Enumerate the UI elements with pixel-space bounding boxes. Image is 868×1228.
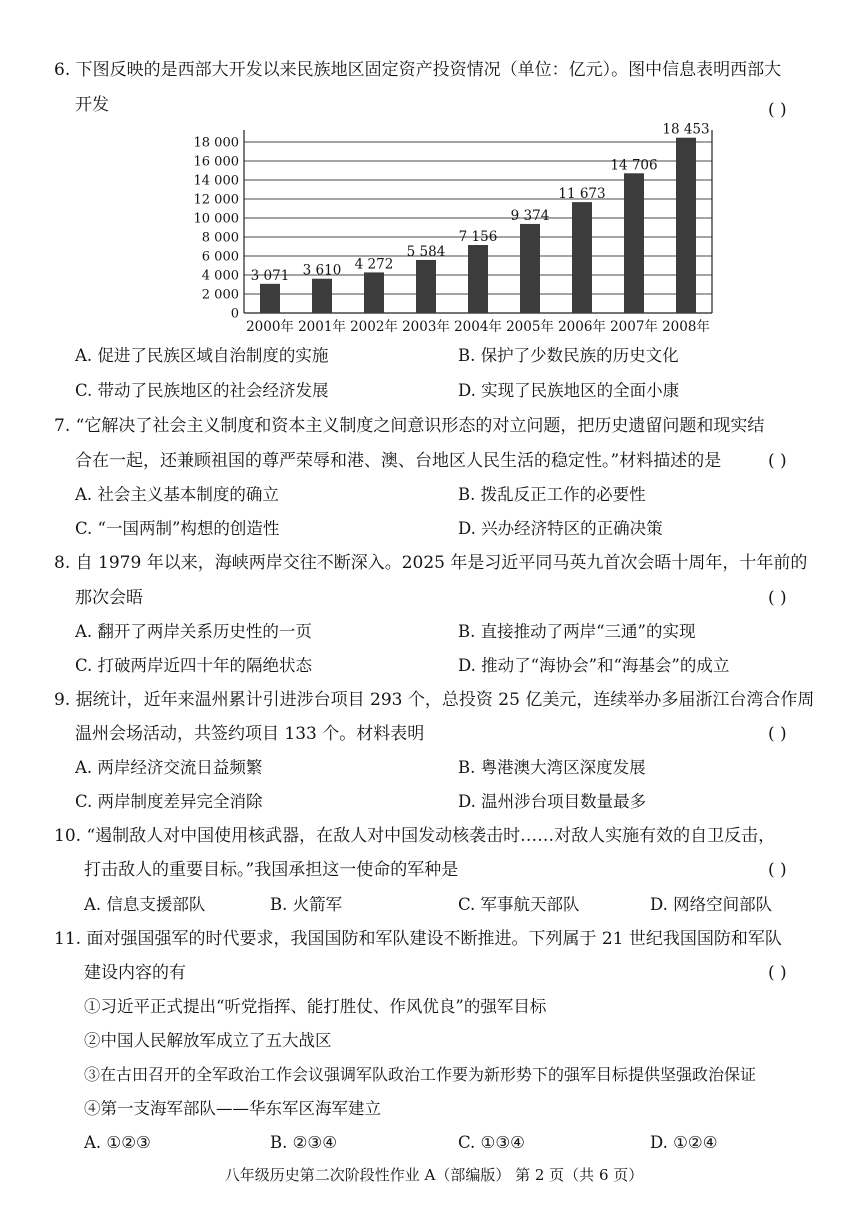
question-7-answer-paren[interactable]: ( ) [768,451,787,471]
question-8-option-b[interactable]: B. 直接推动了两岸“三通”的实现 [458,622,696,641]
question-10-option-a[interactable]: A. 信息支援部队 [84,895,206,914]
x-tick-label: 2002年 [350,319,398,335]
y-tick-label: 14 000 [193,173,239,189]
y-tick-label: 2 000 [201,287,239,303]
question-10-option-d[interactable]: D. 网络空间部队 [650,895,773,914]
value-label: 7 156 [458,229,498,246]
bar-2006年 [572,202,592,313]
y-tick-label: 12 000 [193,192,239,208]
question-9-stem-line-1: 9. 据统计，近年来温州累计引进涉台项目 293 个，总投资 25 亿美元，连续举办多届浙江台湾合作周 [54,690,815,710]
bar-2008年 [676,138,696,313]
question-6-option-d[interactable]: D. 实现了民族地区的全面小康 [458,381,680,400]
x-tick-label: 2006年 [558,319,606,335]
bar-2004年 [468,245,488,313]
chart-x-tick-labels [246,318,710,335]
question-9-answer-paren[interactable]: ( ) [768,724,787,744]
question-7-option-c[interactable]: C. “一国两制”构想的创造性 [75,519,280,538]
question-11-item-3: ③在古田召开的全军政治工作会议强调军队政治工作要为新形势下的强军目标提供坚强政治保证 [84,1065,757,1084]
x-tick-label: 2008年 [662,319,710,335]
page-footer: 八年级历史第二次阶段性作业 A（部编版） 第 2 页（共 6 页） [224,1166,644,1184]
question-11-stem-line-2: 建设内容的有 [84,963,186,983]
question-11-option-b[interactable]: B. ②③④ [270,1133,337,1152]
question-10-stem-line-1: 10. “遏制敌人对中国使用核武器，在敌人对中国发动核袭击时……对敌人实施有效的自卫反击， [54,826,776,846]
value-label: 11 673 [558,186,606,203]
investment-bar-chart [180,120,720,338]
value-label: 3 610 [302,262,342,279]
y-tick-label: 10 000 [193,211,239,227]
question-11-answer-paren[interactable]: ( ) [768,963,787,983]
x-tick-label: 2001年 [298,319,346,335]
question-11-option-c[interactable]: C. ①③④ [458,1133,525,1152]
question-11-item-1: ①习近平正式提出“听党指挥、能打胜仗、作风优良”的强军目标 [84,997,547,1016]
question-9-option-a[interactable]: A. 两岸经济交流日益频繁 [75,758,263,777]
question-8-option-c[interactable]: C. 打破两岸近四十年的隔绝状态 [75,656,313,675]
question-6-stem-line-1: 6. 下图反映的是西部大开发以来民族地区固定资产投资情况（单位：亿元）。图中信息表明西部大 [54,60,782,80]
question-6-answer-paren[interactable]: ( ) [768,100,787,120]
question-11-item-2: ②中国人民解放军成立了五大战区 [84,1031,332,1050]
x-tick-label: 2003年 [402,319,450,335]
question-8-stem-line-1: 8. 自 1979 年以来，海峡两岸交往不断深入。2025 年是习近平同马英九首次会晤十周年，十年前的 [54,553,808,573]
y-tick-label: 4 000 [201,268,239,284]
y-tick-label: 16 000 [193,154,239,170]
value-label: 18 453 [662,121,710,138]
question-9-option-d[interactable]: D. 温州涉台项目数量最多 [458,792,647,811]
question-11-option-d[interactable]: D. ①②④ [650,1133,718,1152]
x-tick-label: 2000年 [246,319,294,335]
bar-2001年 [312,279,332,313]
question-9-option-c[interactable]: C. 两岸制度差异完全消除 [75,792,263,811]
question-6-option-a[interactable]: A. 促进了民族区域自治制度的实施 [75,346,329,365]
value-label: 4 272 [354,256,394,273]
question-8-option-a[interactable]: A. 翻开了两岸关系历史性的一页 [75,622,312,641]
question-8-stem-line-2: 那次会晤 [75,588,143,608]
question-8-option-d[interactable]: D. 推动了“海协会”和“海基会”的成立 [458,656,730,675]
question-7-stem-line-2: 合在一起，还兼顾祖国的尊严荣辱和港、澳、台地区人民生活的稳定性。”材料描述的是 [75,451,722,471]
bar-2000年 [260,284,280,313]
question-9-option-b[interactable]: B. 粤港澳大湾区深度发展 [458,758,646,777]
question-8-answer-paren[interactable]: ( ) [768,588,787,608]
question-11-option-a[interactable]: A. ①②③ [84,1133,151,1152]
question-10-stem-line-2: 打击敌人的重要目标。”我国承担这一使命的军种是 [84,860,459,880]
bar-2005年 [520,224,540,313]
question-6-option-b[interactable]: B. 保护了少数民族的历史文化 [458,346,679,365]
bar-2007年 [624,173,644,313]
value-label: 3 071 [250,267,290,284]
x-tick-label: 2007年 [610,319,658,335]
question-9-stem-line-2: 温州会场活动，共签约项目 133 个。材料表明 [75,724,425,744]
question-10-answer-paren[interactable]: ( ) [768,860,787,880]
value-label: 9 374 [510,207,550,224]
y-tick-label: 6 000 [201,249,239,265]
y-tick-label: 18 000 [193,135,239,151]
question-10-option-c[interactable]: C. 军事航天部队 [458,895,580,914]
question-11-stem-line-1: 11. 面对强国强军的时代要求，我国国防和军队建设不断推进。下列属于 21 世纪我国国防和军队 [54,929,782,949]
chart-y-tick-labels [194,136,240,322]
y-tick-label: 8 000 [201,230,239,246]
y-tick-label: 0 [230,306,239,322]
x-tick-label: 2004年 [454,319,502,335]
value-label: 14 706 [610,157,658,174]
question-6-stem-line-2: 开发 [75,95,109,115]
question-10-option-b[interactable]: B. 火箭军 [270,895,343,914]
value-label: 5 584 [406,243,446,260]
question-7-option-b[interactable]: B. 拨乱反正工作的必要性 [458,485,646,504]
question-11-item-4: ④第一支海军部队——华东军区海军建立 [84,1099,381,1118]
question-7-stem-line-1: 7. “它解决了社会主义制度和资本主义制度之间意识形态的对立问题，把历史遗留问题和现实结 [54,416,765,436]
question-6-option-c[interactable]: C. 带动了民族地区的社会经济发展 [75,381,329,400]
x-tick-label: 2005年 [506,319,554,335]
bar-2002年 [364,272,384,313]
question-7-option-a[interactable]: A. 社会主义基本制度的确立 [75,485,279,504]
question-7-option-d[interactable]: D. 兴办经济特区的正确决策 [458,519,663,538]
bar-2003年 [416,260,436,313]
